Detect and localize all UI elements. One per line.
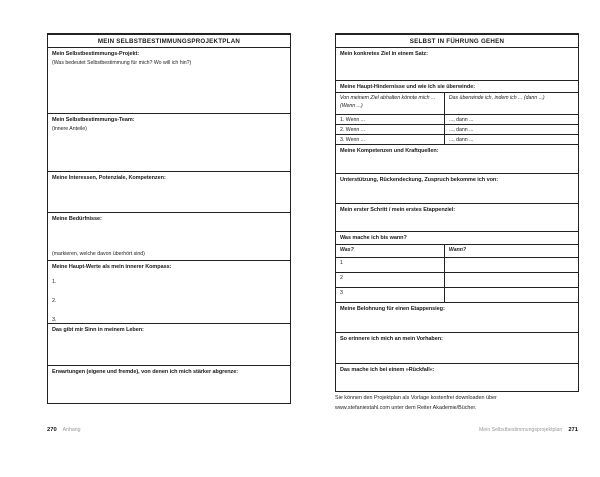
right-page <box>335 33 579 392</box>
section-erster-schritt <box>336 204 578 232</box>
werte-item-1: 1. <box>52 278 57 285</box>
column-header-was: Was? <box>336 245 445 257</box>
wenn-cell: 1. Wenn ... <box>336 115 445 124</box>
section-label: Meine Haupt-Hindernisse und wie ich sie überwinde: <box>340 84 476 90</box>
left-form-title: MEIN SELBSTBESTIMMUNGSPROJEKTPLAN <box>48 35 290 48</box>
werte-item-3: 3. <box>52 316 57 323</box>
section-kompetenzen <box>336 145 578 174</box>
section-rueckfall <box>336 364 578 391</box>
section-unterstuetzung <box>336 174 578 204</box>
section-label: Mein Selbstbestimmungs-Projekt: <box>52 51 140 57</box>
section-label: Meine Bedürfnisse: <box>52 216 102 222</box>
section-label: Meine Belohnung für einen Etappensieg: <box>340 306 445 312</box>
section-label: Mein konkretes Ziel in einem Satz: <box>340 51 428 57</box>
section-label: Was mache ich bis wann? <box>340 235 407 241</box>
download-note-line2: www.stefaniestahl.com unter dem Reiter Akademie/Bücher. <box>335 404 477 411</box>
section-ziel <box>336 48 578 81</box>
hindernisse-column-headers <box>336 93 578 115</box>
section-sinn <box>48 324 290 366</box>
section-label: Meine Kompetenzen und Kraftquellen: <box>340 148 439 154</box>
column-header-wenn: Von meinem Ziel abhalten könnte mich ... (Wenn ...) <box>336 93 445 114</box>
dann-cell: ..., dann ... <box>448 127 474 133</box>
section-interessen <box>48 172 290 213</box>
was-cell: 2 <box>336 273 445 287</box>
section-erwartungen <box>48 366 290 403</box>
hindernis-row-2 <box>336 125 578 135</box>
download-note-line1: Sie können den Projektplan als Vorlage kostenfrei downloaden über <box>335 395 497 401</box>
werte-item-2: 2. <box>52 297 57 304</box>
schedule-row-3 <box>336 288 578 303</box>
section-label: Mein erster Schritt / mein erstes Etappenziel: <box>340 207 456 213</box>
hindernis-row-1 <box>336 115 578 125</box>
section-belohnung <box>336 303 578 333</box>
dann-cell: ..., dann ... <box>448 137 474 143</box>
download-note <box>335 394 579 413</box>
wann-cell <box>445 273 578 287</box>
right-footer-chapter: Mein Selbstbestimmungsprojektplan <box>478 427 563 433</box>
column-header-dann: Das überwinde ich, indem ich ... (dann ...) <box>448 95 545 101</box>
section-was-bis-wann <box>336 232 578 245</box>
section-label: Erwartungen (eigene und fremde), von denen ich mich stärker abgrenze: <box>52 369 239 375</box>
was-cell: 1 <box>336 258 445 272</box>
left-page-number: 270 <box>47 427 57 433</box>
schedule-row-1 <box>336 258 578 273</box>
section-label: Das gibt mir Sinn in meinem Leben: <box>52 327 144 333</box>
section-bottom-note: (markieren, welche davon überhört sind) <box>52 251 145 257</box>
schedule-column-headers <box>336 245 578 258</box>
left-footer-chapter: Anhang <box>62 427 81 433</box>
column-header-wann: Wann? <box>448 247 467 253</box>
section-beduerfnisse <box>48 213 290 261</box>
right-page-number: 271 <box>568 427 578 433</box>
section-label: So erinnere ich mich an mein Vorhaben: <box>340 336 443 342</box>
section-erinnerung <box>336 333 578 364</box>
right-form-title: SELBST IN FÜHRUNG GEHEN <box>336 35 578 48</box>
left-page <box>47 33 291 404</box>
wenn-cell: 3. Wenn ... <box>336 135 445 144</box>
section-hauptwerte <box>48 261 290 324</box>
section-label: Meine Haupt-Werte als mein innerer Kompass: <box>52 264 172 270</box>
section-label: Das mache ich bei einem »Rückfall«: <box>340 367 435 373</box>
section-label: Meine Interessen, Potenziale, Kompetenzen: <box>52 175 166 181</box>
section-hindernisse-label <box>336 81 578 93</box>
wann-cell <box>445 258 578 272</box>
section-label: Mein Selbstbestimmungs-Team: <box>52 117 135 123</box>
left-page-footer <box>47 427 81 433</box>
section-subtext: (innere Anteile) <box>52 126 87 133</box>
section-projekt <box>48 48 290 114</box>
schedule-row-2 <box>336 273 578 288</box>
section-team <box>48 114 290 172</box>
was-cell: 3 <box>336 288 445 302</box>
wenn-cell: 2. Wenn ... <box>336 125 445 134</box>
hindernis-row-3 <box>336 135 578 145</box>
right-page-footer <box>479 427 578 433</box>
section-subtext: (Was bedeutet Selbstbestimmung für mich? Wo will ich hin?) <box>52 60 192 67</box>
wann-cell <box>445 288 578 302</box>
dann-cell: ..., dann ... <box>448 117 474 123</box>
section-label: Unterstützung, Rückendeckung, Zuspruch bekomme ich von: <box>340 177 498 183</box>
right-form-table <box>335 33 579 392</box>
left-form-table <box>47 33 291 404</box>
